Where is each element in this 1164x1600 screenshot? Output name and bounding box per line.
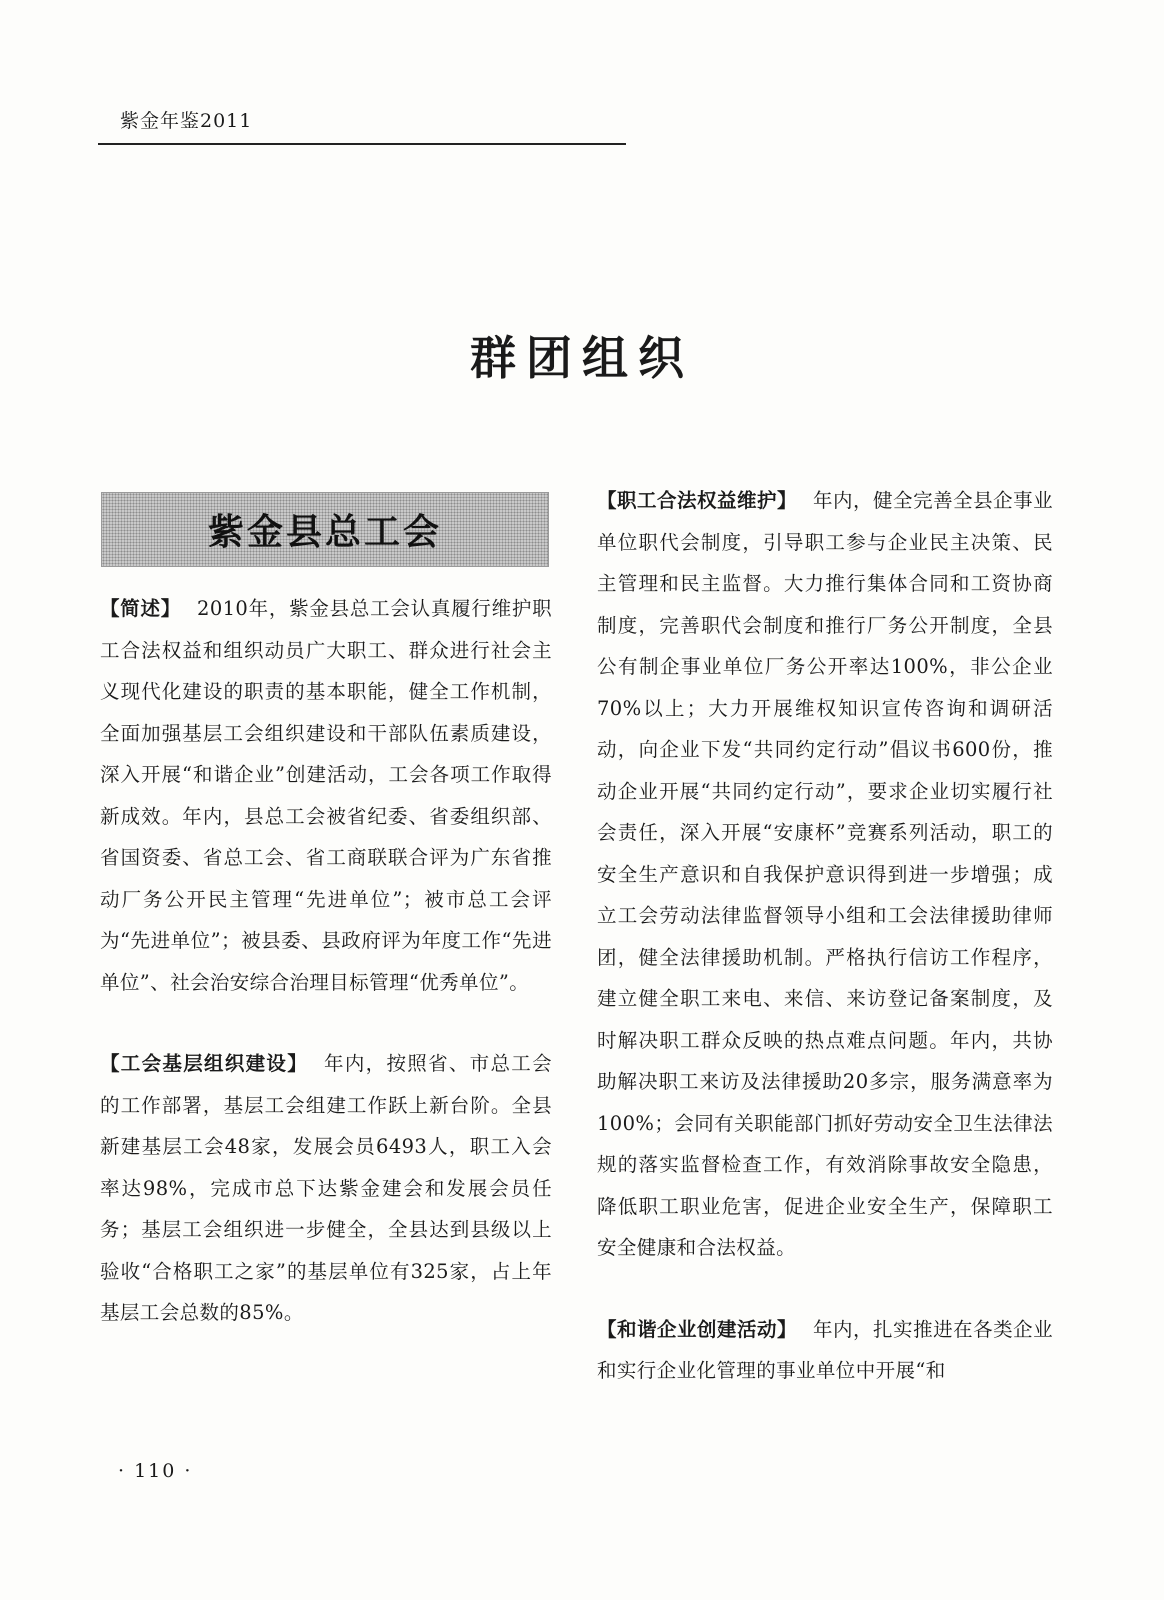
right-column (597, 480, 1053, 1392)
running-header: 紫金年鉴2011 (120, 110, 253, 132)
section-title: 群团组织 (470, 331, 694, 385)
paragraph-overview (100, 588, 552, 1003)
paragraph-heading: 【工会基层组织建设】 (100, 1052, 309, 1075)
left-column (100, 588, 552, 1334)
paragraph-heading: 【和谐企业创建活动】 (597, 1317, 798, 1341)
paragraph-text: 年内，按照省、市总工会的工作部署，基层工会组建工作跃上新台阶。全县新建基层工会48家，发展会员6493人，职工入会率达98%，完成市总下达紫金建会和发展会员任务；基层工会组织进一步健全，全县达到县级以上验收“合格职工之家”的基层单位有325家，占上年基层工会总数的85%。 (100, 1052, 552, 1324)
page-number: · 110 · (118, 1460, 193, 1482)
header-rule (98, 143, 626, 145)
paragraph-harmonious-enterprise (597, 1309, 1053, 1392)
paragraph-text: 年内，健全完善全县企事业单位职代会制度，引导职工参与企业民主决策、民主管理和民主监督。大力推行集体合同和工资协商制度，完善职代会制度和推行厂务公开制度，全县公有制企事业单位厂务公开率达100%，非公企业70%以上；大力开展维权知识宣传咨询和调研活动，向企业下发“共同约定行动”倡议书600份，推动企业开展“共同约定行动”，要求企业切实履行社会责任，深入开展“安康杯”竞赛系列活动，职工的安全生产意识和自我保护意识得到进一步增强；成立工会劳动法律监督领导小组和工会法律援助律师团，健全法律援助机制。严格执行信访工作程序，建立健全职工来电、来信、来访登记备案制度，及时解决职工群众反映的热点难点问题。年内，共协助解决职工来访及法律援助20多宗，服务满意率为100%；会同有关职能部门抓好劳动安全卫生法律法规的落实监督检查工作，有效消除事故安全隐患，降低职工职业危害，促进企业安全生产，保障职工安全健康和合法权益。 (597, 489, 1053, 1259)
organization-title-box (101, 492, 549, 567)
paragraph-text: 2010年，紫金县总工会认真履行维护职工合法权益和组织动员广大职工、群众进行社会主义现代化建设的职责的基本职能，健全工作机制，全面加强基层工会组织建设和干部队伍素质建设，深入开展“和谐企业”创建活动，工会各项工作取得新成效。年内，县总工会被省纪委、省委组织部、省国资委、省总工会、省工商联联合评为广东省推动厂务公开民主管理“先进单位”；被市总工会评为“先进单位”；被县委、县政府评为年度工作“先进单位”、社会治安综合治理目标管理“优秀单位”。 (100, 597, 552, 994)
organization-title: 紫金县总工会 (207, 512, 442, 553)
paragraph-worker-rights (597, 480, 1053, 1269)
paragraph-text: 年内，扎实推进在各类企业和实行企业化管理的事业单位中开展“和 (597, 1317, 1053, 1382)
paragraph-grassroots-union (100, 1043, 552, 1334)
paragraph-heading: 【职工合法权益维护】 (597, 489, 798, 512)
paragraph-heading: 【简述】 (100, 597, 182, 620)
